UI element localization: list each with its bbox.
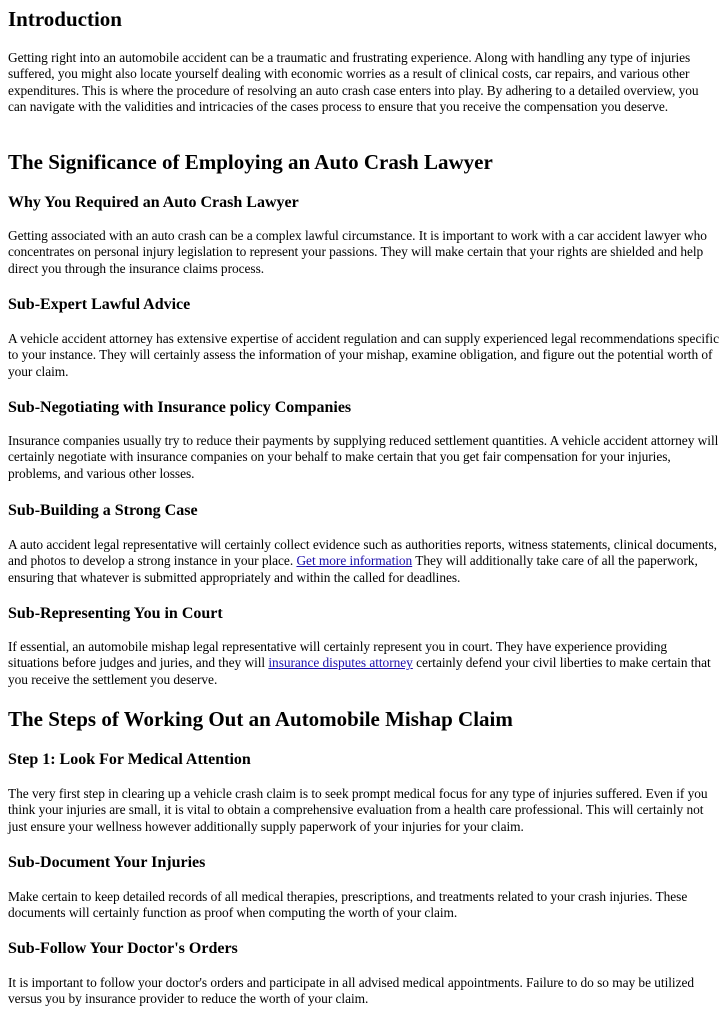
court-text-after: certainly defend your civil liberties to make certain that you receive the settlement you deserve. [8,655,711,687]
get-more-information-link[interactable]: Get more information [296,553,413,569]
expert-heading: Sub-Expert Lawful Advice [8,296,191,313]
document-heading: Sub-Document Your Injuries [8,854,206,871]
significance-heading: The Significance of Employing an Auto Crash Lawyer [8,150,493,174]
insurance-disputes-attorney-link[interactable]: insurance disputes attorney [268,655,413,671]
building-text-before: A auto accident legal representative will certainly collect evidence such as authorities reports, witness statements, clinical documents, and photos to develop a strong instance in your place. [8,537,717,569]
building-text-after: They will additionally take care of all the paperwork, ensuring that whatever is submitted appropriately and within the called for deadlines. [8,553,698,585]
intro-heading: Introduction [8,7,122,31]
steps-heading: The Steps of Working Out an Automobile Mishap Claim [8,707,513,731]
doctor-heading: Sub-Follow Your Doctor's Orders [8,940,238,957]
expert-paragraph: A vehicle accident attorney has extensive expertise of accident regulation and can supply experienced legal recommendations specific to your instance. They will certainly assess the information of your mishap, examine obligation, and figure out the potential worth of your claim. [8,331,719,379]
court-paragraph [8,639,720,688]
why-heading: Why You Required an Auto Crash Lawyer [8,194,299,211]
intro-paragraph: Getting right into an automobile accident can be a traumatic and frustrating experience. Along with handling any type of injuries suffered, you might also locate yourself dealing with economic worries as a result of clinical costs, car repairs, and various other expenditures. This is where the procedure of resolving an auto crash case enters into play. By adhering to a detailed overview, you can navigate with the validities and intricacies of the cases process to ensure that you receive the compensation you deserve. [8,50,699,115]
building-paragraph [8,537,720,586]
negotiating-paragraph: Insurance companies usually try to reduce their payments by supplying reduced settlement quantities. A vehicle accident attorney will certainly negotiate with insurance companies on your behalf to make certain that you get fair compensation for your injuries, problems, and various other losses. [8,433,719,481]
doctor-paragraph: It is important to follow your doctor's orders and participate in all advised medical appointments. Failure to do so may be utilized versus you by insurance provider to reduce the worth of your claim. [8,975,695,1007]
step1-paragraph: The very first step in clearing up a vehicle crash claim is to seek prompt medical focus for any type of injuries suffered. Even if you think your injuries are small, it is vital to obtain a comprehensive evaluation from a health care professional. This will certainly not just ensure your wellness however additionally supply paperwork of your injuries for your claim. [8,786,708,834]
step1-heading: Step 1: Look For Medical Attention [8,751,251,768]
negotiating-heading: Sub-Negotiating with Insurance policy Companies [8,399,352,416]
why-paragraph: Getting associated with an auto crash can be a complex lawful circumstance. It is important to work with a car accident lawyer who concentrates on personal injury legislation to represent your passions. They will make certain that your rights are shielded and help direct you through the insurance claims process. [8,228,707,276]
document-paragraph: Make certain to keep detailed records of all medical therapies, prescriptions, and treatments related to your crash injuries. These documents will certainly function as proof when computing the worth of your claim. [8,889,688,921]
building-heading: Sub-Building a Strong Case [8,502,198,519]
court-heading: Sub-Representing You in Court [8,605,223,622]
court-text-before: If essential, an automobile mishap legal representative will certainly represent you in court. They have experience providing situations before judges and juries, and they will [8,639,668,671]
